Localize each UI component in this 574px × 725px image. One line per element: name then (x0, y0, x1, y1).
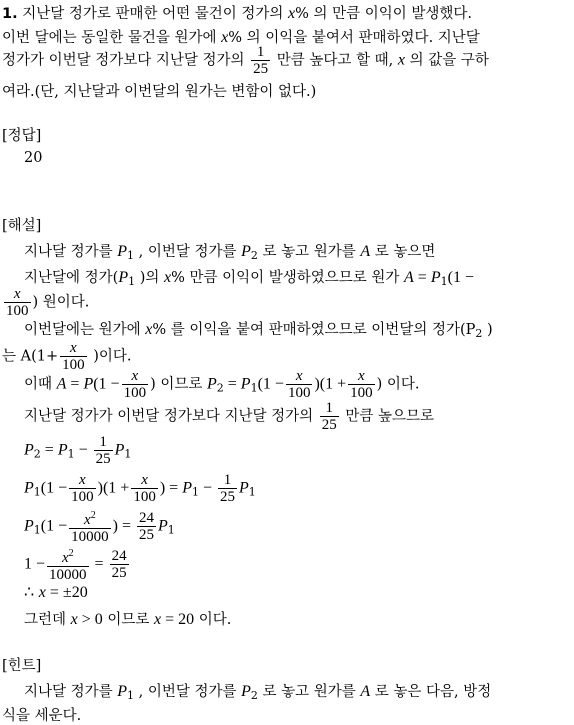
problem-line-4: 여라.(단, 지난달과 이번달의 원가는 변함이 없다.) (2, 84, 317, 100)
explanation-line-5: 는 A(1+ $\frac{x}{100}$ )이다. (2, 340, 132, 373)
equation-1: $P_2 = P_1$ − $\frac{1}{25}$ $P_1$ (24, 434, 132, 467)
explanation-line-6: 이때 A = P(1 − $\frac{x}{100}$ ) 이므로 $P_2 = P_1(1$ − $\frac{x}{100}$ )(1 + $\frac{x}{100}$ ) 이다. (24, 368, 420, 401)
answer-value: 20 (24, 150, 43, 166)
equation-5: ∴ x = ±20 (24, 584, 88, 601)
problem-number: 1. (2, 6, 18, 22)
explanation-line-4: 이번달에는 원가에 x% 를 이익을 붙여 판매하였으므로 이번달의 정가($P_2$ ) (24, 321, 493, 340)
explanation-label: [해설] (2, 218, 42, 234)
fraction-1-25: $\frac{1}{25}$ (253, 44, 269, 77)
hint-line-2: 식을 세운다. (2, 708, 82, 724)
problem-line-2: 이번 달에는 동일한 물건을 원가에 x% 의 이익을 붙여서 판매하였다. 지난달 (2, 29, 480, 46)
explanation-line-2: 지난달에 정가($P_1$ )의 x% 만큼 이익이 발생하였으므로 원가 $A = P_1(1$ − (24, 269, 474, 288)
hint-line-1: 지나달 정가를 $P_1$ , 이번달 정가를 $P_2$ 로 놓고 원가를 A 로 놓은 다음, 방정 (24, 683, 492, 702)
equation-3: $P_1(1$ − $\frac{x^2}{10000}$ ) = $\frac{24}{25}$ $P_1$ (24, 510, 175, 545)
explanation-line-1: 지나달 정가를 $P_1$ , 이번달 정가를 $P_2$ 로 놓고 원가를 A 로 놓으면 (24, 243, 436, 262)
explanation-line-3: $\frac{x}{100}$ ) 원이다. (6, 286, 90, 319)
problem-line-3: 정가가 이번달 정가보다 지난달 정가의 $\frac{1}{25}$ 만큼 높다고 할 때, x 의 값을 구하 (2, 44, 489, 77)
hint-label: [힌트] (2, 658, 42, 674)
problem-line-1: 1. 지난달 정가로 판매한 어떤 물건이 정가의 x% 의 만큼 이익이 발생했다. (2, 5, 473, 22)
explanation-conclusion: 그런데 x > 0 이므로 x = 20 이다. (24, 611, 232, 628)
equation-4: 1 − $\frac{x^2}{10000}$ = $\frac{24}{25}$ (24, 548, 127, 583)
equation-2: $P_1(1$ − $\frac{x}{100}$ )(1 + $\frac{x}{100}$ ) = $P_1$ − $\frac{1}{25}$ $P_1$ (24, 472, 256, 505)
answer-label: [정답] (2, 128, 42, 144)
explanation-line-7: 지난달 정가가 이번달 정가보다 지난달 정가의 $\frac{1}{25}$ 만큼 높으므로 (24, 400, 435, 433)
